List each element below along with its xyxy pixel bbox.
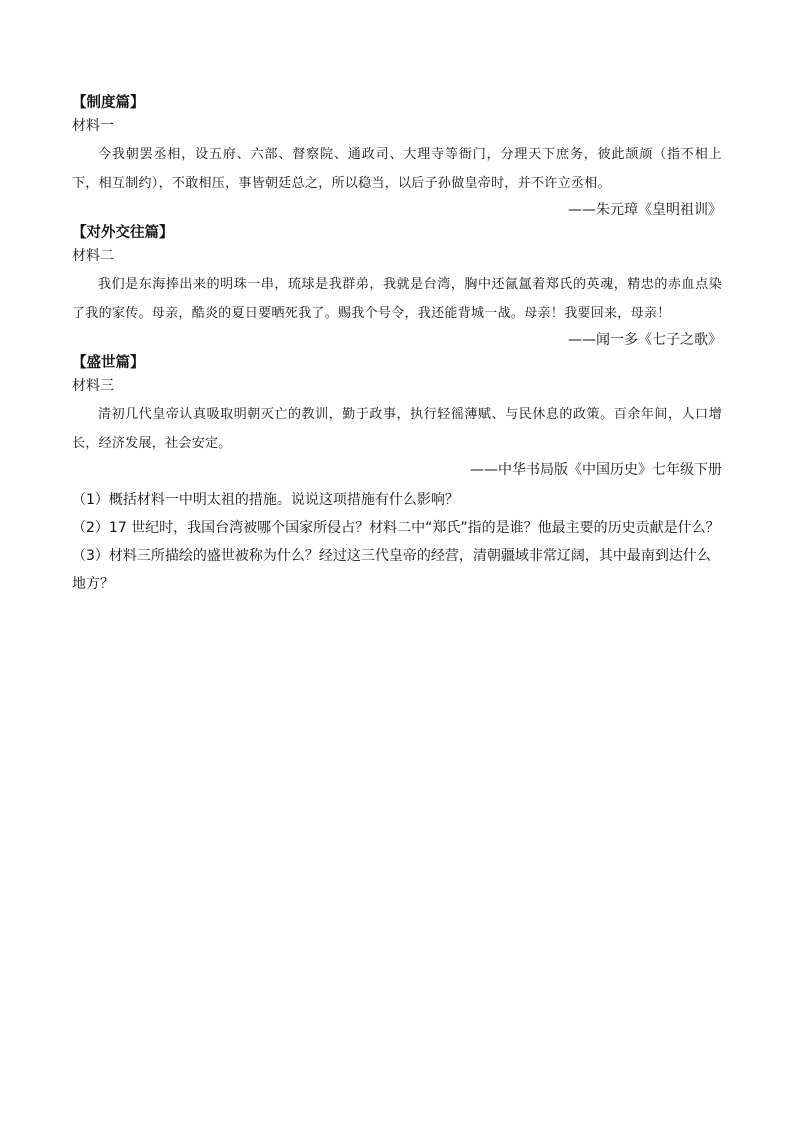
material-label: 材料三 — [72, 378, 114, 394]
question-item: （1）概括材料一中明太祖的措施。说说这项措施有什么影响？ — [72, 492, 459, 508]
section-golden-age — [72, 352, 722, 482]
section-system — [72, 92, 722, 222]
material-label: 材料一 — [72, 118, 114, 134]
material-text: 今我朝罢丞相，设五府、六部、督察院、通政司、大理寺等衙门，分理天下庶务，彼此颉颃（指不相上下，相互制约），不敢相压，事皆朝廷总之，所以稳当，以后子孙做皇帝时，并不许立丞相。 — [72, 147, 722, 191]
section-heading: 【制度篇】 — [72, 95, 145, 111]
section-foreign-relations — [72, 222, 722, 352]
material-source: ——中华书局版《中国历史》七年级下册 — [470, 462, 722, 478]
document-body — [72, 92, 722, 598]
material-text: 清初几代皇帝认真吸取明朝灭亡的教训，勤于政事，执行轻徭薄赋、与民休息的政策。百余年间，人口增长，经济发展，社会安定。 — [72, 407, 722, 451]
material-label: 材料二 — [72, 248, 114, 264]
question-list — [72, 486, 722, 598]
section-heading: 【盛世篇】 — [72, 355, 145, 371]
section-heading: 【对外交往篇】 — [72, 225, 174, 241]
material-source: ——闻一多《七子之歌》 — [568, 332, 722, 348]
material-text: 我们是东海捧出来的明珠一串，琉球是我群弟，我就是台湾，胸中还氤氲着郑氏的英魂，精忠的赤血点染了我的家传。母亲，酷炎的夏日要晒死我了。赐我个号令，我还能背城一战。母亲！我要回来，母亲！ — [72, 277, 722, 321]
question-item: （2）17 世纪时，我国台湾被哪个国家所侵占？材料二中“郑氏”指的是谁？他最主要的历史贡献是什么？ — [72, 520, 720, 536]
question-item: （3）材料三所描绘的盛世被称为什么？经过这三代皇帝的经营，清朝疆域非常辽阔，其中最南到达什么地方？ — [72, 548, 711, 592]
material-source: ——朱元璋《皇明祖训》 — [568, 202, 722, 218]
